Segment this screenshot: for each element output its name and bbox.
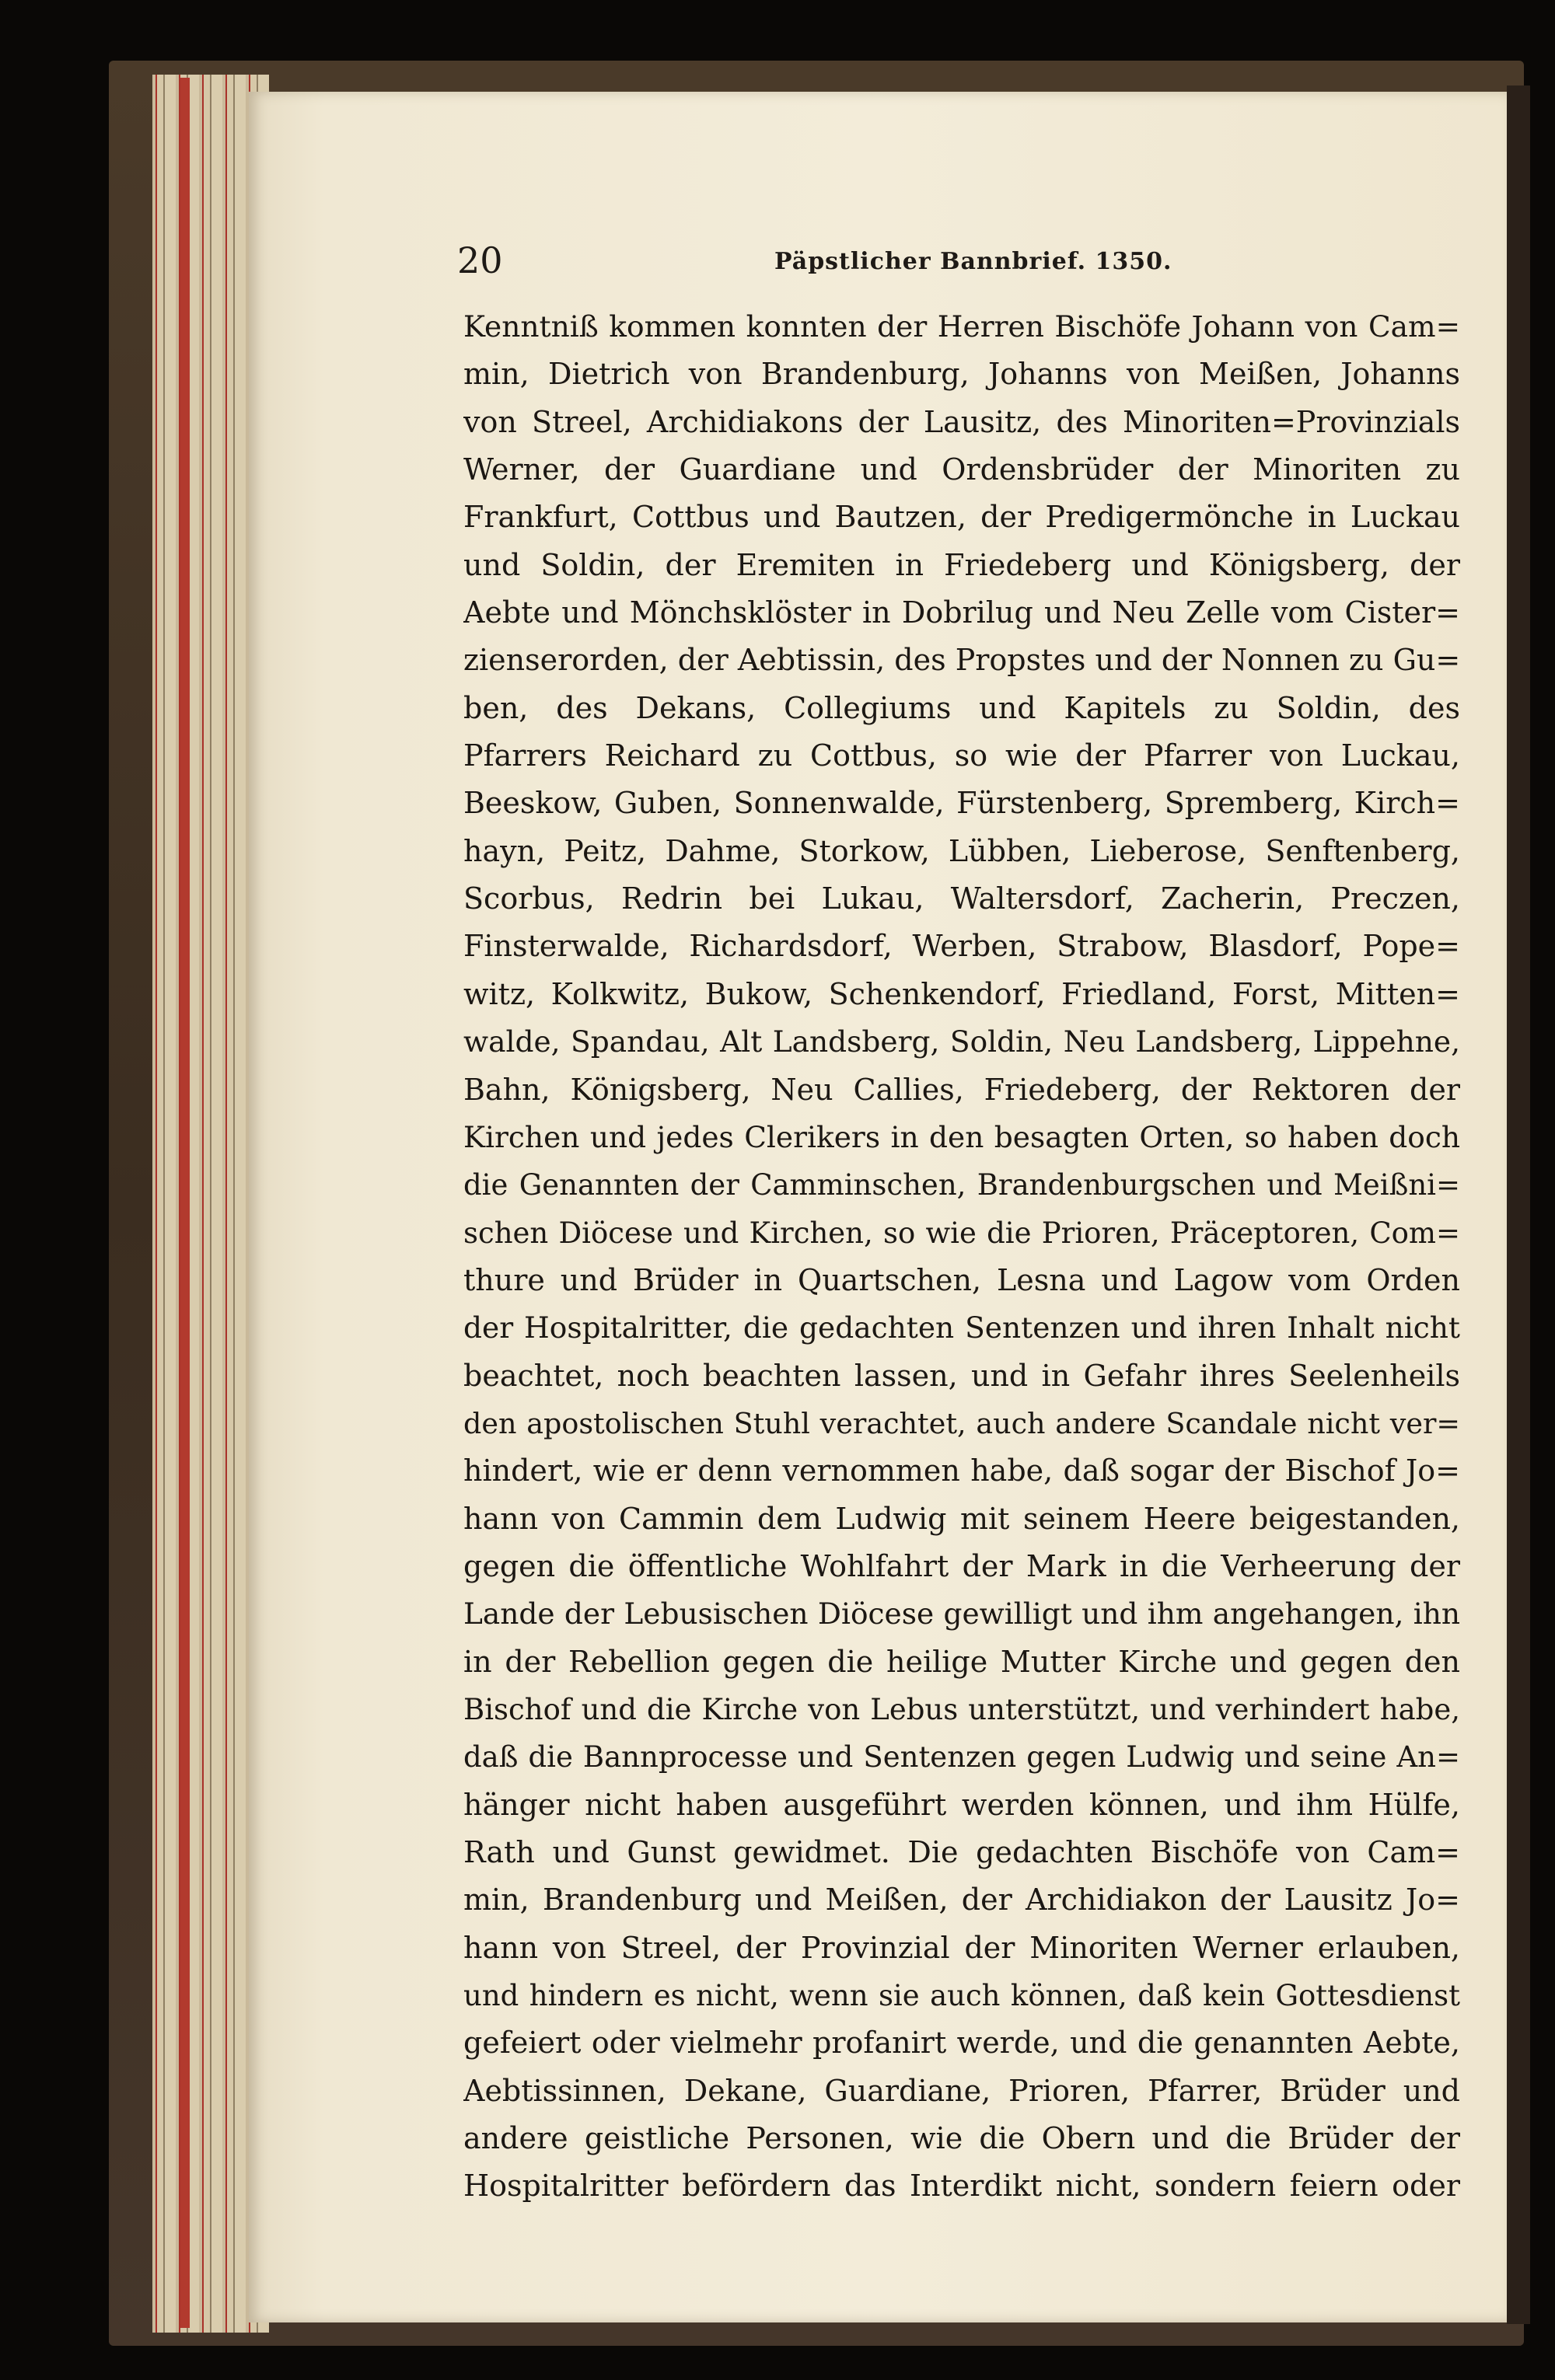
text-line: Bischof und die Kirche von Lebus unterstützt, und verhindert habe, [463,1692,1460,1726]
text-line: hann von Streel, der Provinzial der Minoriten Werner erlauben, [463,1930,1460,1965]
text-line: hindert, wie er denn vernommen habe, daß sogar der Bischof Jo= [463,1453,1460,1488]
page-number: 20 [457,239,503,281]
text-line: walde, Spandau, Alt Landsberg, Soldin, Neu Landsberg, Lippehne, [463,1024,1460,1059]
red-edge-stripe [180,78,190,2328]
text-line: Kenntniß kommen konnten der Herren Bischöfe Johann von Cam= [463,309,1460,344]
text-line: hayn, Peitz, Dahme, Storkow, Lübben, Lieberose, Senftenberg, [463,833,1460,868]
text-line: gefeiert oder vielmehr profanirt werde, und die genannten Aebte, [463,2026,1460,2061]
text-line: beachtet, noch beachten lassen, und in Gefahr ihres Seelenheils [463,1358,1460,1393]
text-line: Pfarrers Reichard zu Cottbus, so wie der Pfarrer von Luckau, [463,738,1460,773]
text-line: Bahn, Königsberg, Neu Callies, Friedeberg, der Rektoren der [463,1072,1460,1107]
text-line: Aebte und Mönchsklöster in Dobrilug und Neu Zelle vom Cister= [463,595,1460,630]
text-line: Rath und Gunst gewidmet. Die gedachten Bischöfe von Cam= [463,1835,1460,1869]
text-line: Hospitalritter befördern das Interdikt nicht, sondern feiern oder [463,2169,1460,2204]
text-line: min, Brandenburg und Meißen, der Archidiakon der Lausitz Jo= [463,1883,1460,1918]
text-line: Aebtissinnen, Dekane, Guardiane, Prioren, Pfarrer, Brüder und [463,2073,1460,2108]
text-line: in der Rebellion gegen die heilige Mutter Kirche und gegen den [463,1644,1460,1679]
running-head: Päpstlicher Bannbrief. 1350. [774,248,1172,275]
text-line: ben, des Dekans, Collegiums und Kapitels zu Soldin, des [463,690,1460,725]
text-line: hann von Cammin dem Ludwig mit seinem Heere beigestanden, [463,1501,1460,1536]
text-line: der Hospitalritter, die gedachten Sentenzen und ihren Inhalt nicht [463,1310,1460,1345]
text-line: thure und Brüder in Quartschen, Lesna und Lagow vom Orden [463,1262,1460,1297]
text-line: Kirchen und jedes Clerikers in den besagten Orten, so haben doch [463,1119,1460,1154]
text-line: den apostolischen Stuhl verachtet, auch andere Scandale nicht ver= [463,1406,1460,1440]
page-header [457,237,1460,291]
text-line: Scorbus, Redrin bei Lukau, Waltersdorf, Zacherin, Preczen, [463,881,1460,916]
text-line: und Soldin, der Eremiten in Friedeberg und Königsberg, der [463,547,1460,582]
text-line: und hindern es nicht, wenn sie auch können, daß kein Gottesdienst [463,1979,1460,2013]
text-line: schen Diöcese und Kirchen, so wie die Prioren, Präceptoren, Com= [463,1216,1460,1250]
text-line: Lande der Lebusischen Diöcese gewilligt und ihm angehangen, ihn [463,1597,1460,1631]
text-line: Werner, der Guardiane und Ordensbrüder der Minoriten zu [463,452,1460,487]
text-line: die Genannten der Camminschen, Brandenburgschen und Meißni= [463,1168,1460,1202]
text-line: hänger nicht haben ausgeführt werden können, und ihm Hülfe, [463,1787,1460,1822]
text-line: daß die Bannprocesse und Sentenzen gegen Ludwig und seine An= [463,1740,1460,1775]
text-line: andere geistliche Personen, wie die Obern und die Brüder der [463,2121,1460,2156]
text-line: witz, Kolkwitz, Bukow, Schenkendorf, Friedland, Forst, Mitten= [463,976,1460,1011]
text-line: Frankfurt, Cottbus und Bautzen, der Predigermönche in Luckau [463,500,1460,535]
text-line: min, Dietrich von Brandenburg, Johanns von Meißen, Johanns [463,357,1460,392]
right-binding-edge [1507,85,1530,2324]
text-line: gegen die öffentliche Wohlfahrt der Mark in die Verheerung der [463,1548,1460,1583]
text-line: Beeskow, Guben, Sonnenwalde, Fürstenberg, Spremberg, Kirch= [463,786,1460,821]
text-line: zienserorden, der Aebtissin, des Propstes und der Nonnen zu Gu= [463,643,1460,678]
text-line: Finsterwalde, Richardsdorf, Werben, Strabow, Blasdorf, Pope= [463,929,1460,964]
text-line: von Streel, Archidiakons der Lausitz, des Minoriten=Provinzials [463,404,1460,439]
body-text [463,303,1460,2211]
